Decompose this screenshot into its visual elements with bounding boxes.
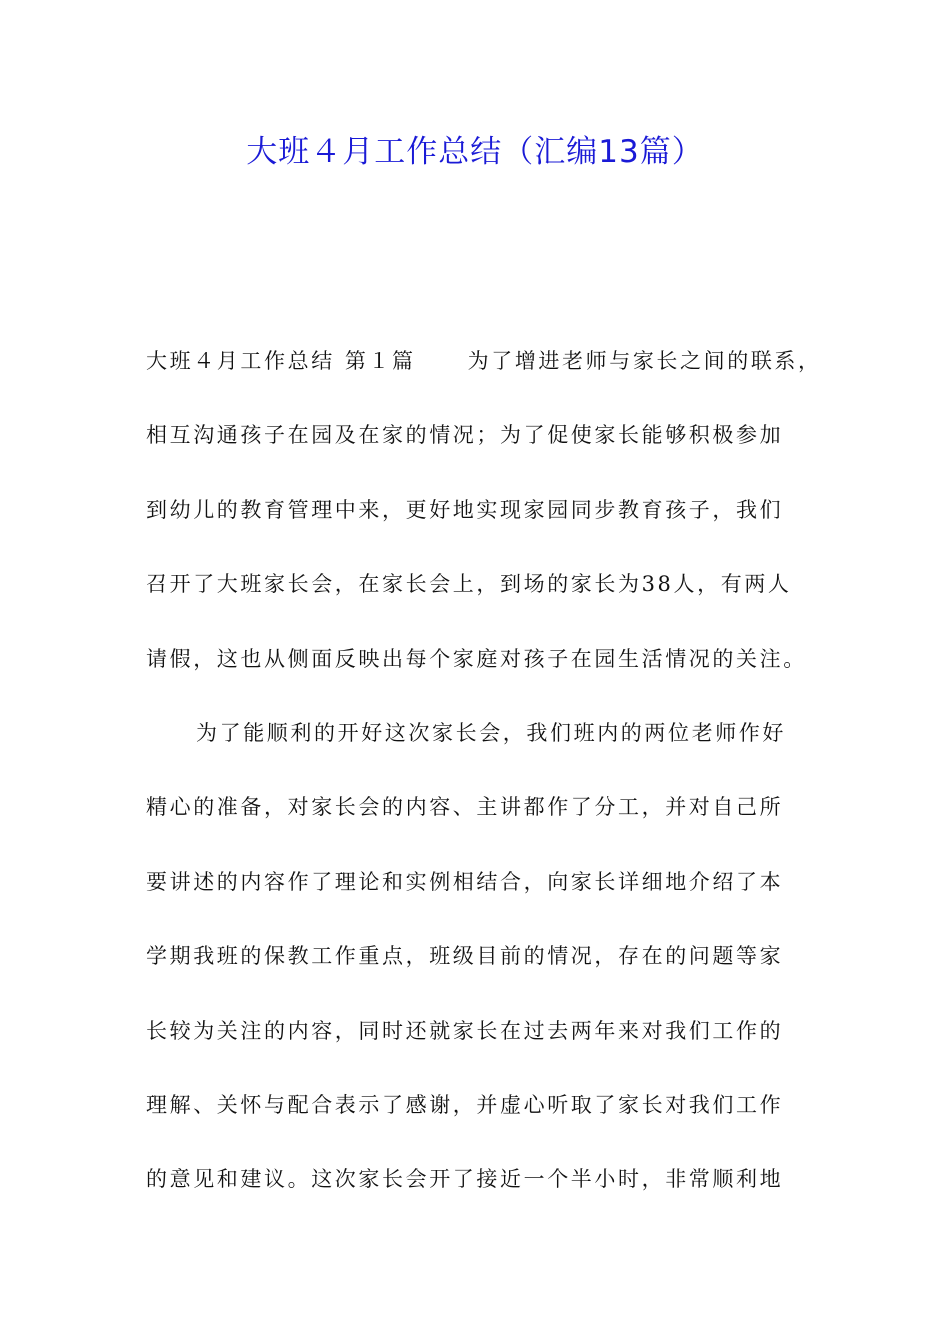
paragraph-line: 要讲述的内容作了理论和实例相结合，向家长详细地介绍了本 [146,869,784,894]
paragraph-line: 请假，这也从侧面反映出每个家庭对孩子在园生活情况的关注。 [146,646,807,671]
section-number: 第１篇 [344,349,416,373]
section-heading: 大班４月工作总结 [146,349,335,373]
paragraph-line [146,336,822,410]
document-title: 大班４月工作总结（汇编13篇） [246,134,704,170]
paragraph-line: 的意见和建议。这次家长会开了接近一个半小时，非常顺利地 [146,1167,784,1192]
paragraph-line: 为了能顺利的开好这次家长会，我们班内的两位老师作好 [196,720,786,745]
paragraph-line: 相互沟通孩子在园及在家的情况；为了促使家长能够积极参加 [146,423,784,448]
paragraph-line: 精心的准备，对家长会的内容、主讲都作了分工，并对自己所 [146,795,784,820]
paragraph-line: 长较为关注的内容，同时还就家长在过去两年来对我们工作的 [146,1018,784,1043]
paragraph-line: 到幼儿的教育管理中来，更好地实现家园同步教育孩子，我们 [146,497,784,522]
paragraph-line: 学期我班的保教工作重点，班级目前的情况，存在的问题等家 [146,944,784,969]
document-body [146,336,822,1229]
paragraph-line: 召开了大班家长会，在家长会上，到场的家长为38人，有两人 [146,572,792,597]
paragraph-text: 为了增进老师与家长之间的联系， [467,349,822,373]
paragraph-line: 理解、关怀与配合表示了感谢，并虚心听取了家长对我们工作 [146,1092,784,1117]
